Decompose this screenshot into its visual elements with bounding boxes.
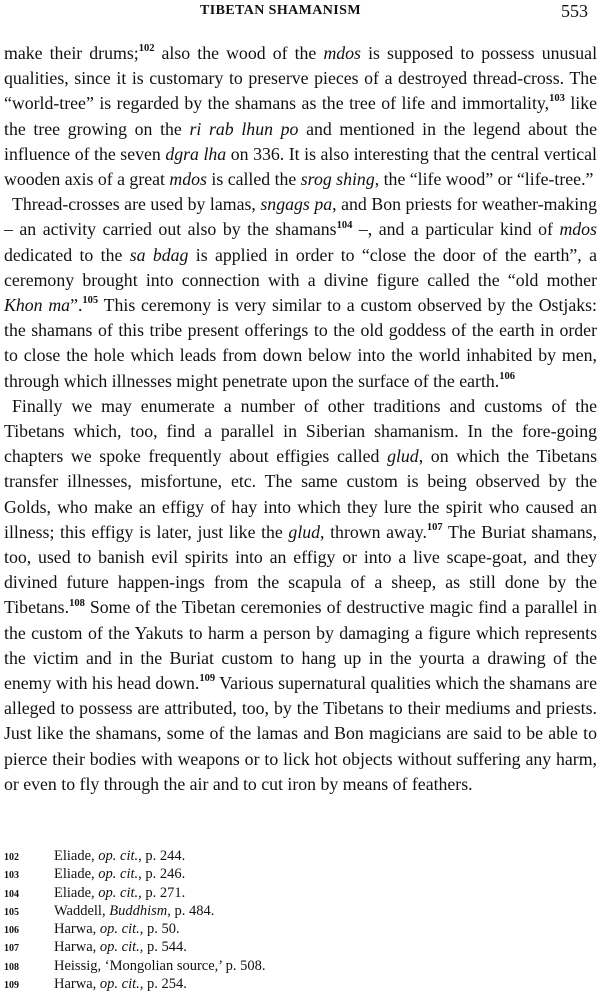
footnote-ref: 104	[336, 219, 353, 231]
italic-term: mdos	[323, 43, 361, 63]
italic-term: dgra lha	[165, 143, 227, 164]
text-run: , thrown away.	[320, 521, 427, 542]
italic-term: op. cit.	[99, 976, 140, 993]
italic-term: Khon ma	[4, 295, 71, 316]
footnote	[4, 976, 564, 994]
text-run: ”.	[70, 295, 83, 316]
running-head	[0, 0, 600, 26]
footnote	[4, 848, 564, 866]
paragraph	[4, 41, 597, 192]
italic-term: op. cit.	[98, 866, 139, 883]
text-run: Heissig, ‘Mongolian source,’ p. 508.	[54, 957, 266, 974]
text-run: , the “life wood” or “life-tree.”	[374, 169, 594, 190]
footnote-number: 105	[4, 906, 19, 918]
text-run: is called the	[206, 169, 301, 190]
text-run: , p. 244.	[138, 848, 186, 864]
text-run: , p. 50.	[139, 921, 180, 938]
italic-term: glud	[288, 521, 321, 542]
footnote-text	[54, 921, 564, 939]
footnote	[4, 958, 564, 976]
italic-term: op. cit.	[98, 848, 139, 864]
text-run: , p. 246.	[138, 866, 186, 883]
text-run: , and Bon priests for weather-making – an activity carried out also by the shamans	[4, 194, 597, 240]
footnote-number: 103	[4, 870, 19, 882]
text-run: on 336. It is also interesting that the central vertical wooden axis of a great	[4, 143, 597, 190]
text-run: dedicated to the	[4, 244, 130, 265]
text-run: Harwa,	[54, 921, 100, 938]
italic-term: op. cit.	[98, 884, 139, 901]
italic-term: sa bdag	[129, 244, 189, 265]
footnote-ref: 102	[138, 43, 155, 55]
footnote-ref: 107	[426, 521, 443, 533]
italic-term: srog shing	[300, 169, 375, 190]
footnote	[4, 939, 564, 957]
footnote-text	[54, 958, 564, 976]
footnote-text	[54, 976, 564, 994]
text-run: Eliade,	[54, 848, 99, 864]
italic-term: sngags pa	[260, 194, 333, 215]
footnote-ref: 106	[499, 370, 516, 382]
footnote-number: 102	[4, 852, 19, 863]
text-run: , on which the Tibetans transfer illnesses, misfortune, etc. The same custom is being observed by the Golds, who make an effigy of hay into which they lure the spirit who caused an illness; this effigy is later, just like the	[4, 446, 598, 542]
italic-term: ri rab lhun po	[189, 118, 299, 139]
footnote	[4, 903, 564, 921]
italic-term: op. cit.	[99, 939, 140, 956]
footnote	[4, 885, 564, 903]
text-run: Waddell,	[54, 902, 110, 919]
footnote-text	[54, 903, 564, 921]
italic-term: op. cit.	[99, 921, 140, 938]
footnotes	[4, 848, 564, 994]
text-run: Finally we may enumerate a number of other traditions and customs of the Tibetans which, too, find a parallel in Siberian shamanism. In the fore-going chapters we spoke frequently about effigies called	[4, 395, 597, 467]
text-run: , p. 271.	[138, 884, 186, 901]
footnote-number: 107	[4, 943, 19, 955]
text-run: –, and a particular kind of	[352, 219, 560, 240]
text-run: is supposed to possess unusual qualities, since it is customary to preserve pieces of a destroyed thread-cross. The “world-tree” is regarded by the shamans as the tree of life and immortality,	[4, 43, 598, 114]
text-run: Eliade,	[54, 884, 99, 901]
italic-term: glud	[387, 446, 419, 467]
footnote-number: 106	[4, 925, 19, 937]
page-number: 553	[561, 1, 588, 21]
italic-term: Buddhism	[109, 902, 168, 919]
text-run: Harwa,	[54, 976, 100, 993]
text-run: Harwa,	[54, 939, 100, 956]
paragraph	[4, 192, 597, 394]
text-run: is applied in order to “close the door of the earth”, a ceremony brought into connection with a divine figure called the “old mother	[4, 244, 597, 290]
footnote-number: 108	[4, 961, 19, 973]
text-run: , p. 544.	[139, 939, 187, 956]
footnote	[4, 866, 564, 884]
body-text	[4, 41, 597, 797]
text-run: like the tree growing on the	[4, 93, 598, 139]
text-run: and mentioned in the legend about the influence of the seven	[4, 118, 597, 164]
text-run: make their drums;	[4, 43, 139, 63]
footnote-number: 109	[4, 980, 19, 992]
footnote-ref: 109	[199, 673, 216, 685]
footnote-text	[54, 939, 564, 957]
footnote-ref: 108	[69, 597, 85, 609]
running-title: TIBETAN SHAMANISM	[200, 3, 361, 18]
text-run: Some of the Tibetan ceremonies of destructive magic find a parallel in the custom of the Yakuts to harm a person by damaging a figure which represents the victim and in the Buriat custom to hang up in the yourta a drawing of the enemy with his head down.	[4, 597, 597, 694]
footnote-ref: 105	[82, 295, 99, 307]
text-run: Thread-crosses are used by lamas,	[12, 194, 261, 215]
text-run: The Buriat shamans, too, used to banish evil spirits into an effigy or into a live scape-goat, and they divined future happen-ings from the scapula of a sheep, as still done by the Tibetans.	[4, 521, 597, 618]
footnote-text	[54, 866, 564, 884]
text-run: Eliade,	[54, 866, 99, 883]
text-run: , p. 484.	[167, 902, 215, 919]
footnote-text	[54, 885, 564, 903]
text-run: also the wood of the	[154, 43, 324, 63]
footnote-number: 104	[4, 888, 19, 900]
footnote-text	[54, 848, 564, 866]
footnote-ref: 103	[549, 93, 565, 105]
italic-term: mdos	[559, 219, 597, 240]
paragraph	[4, 394, 597, 797]
text-run: This ceremony is very similar to a custom observed by the Ostjaks: the shamans of this tribe present offerings to the old goddess of the earth in order to close the hole which leads from down below into the world inhabited by men, through which illnesses might penetrate upon the surface of the earth.	[4, 295, 597, 391]
italic-term: mdos	[169, 169, 207, 190]
footnote	[4, 921, 564, 939]
text-run: , p. 254.	[139, 976, 187, 993]
text-run: Various supernatural qualities which the shamans are alleged to possess are attributed, too, by the Tibetans to their mediums and priests. Just like the shamans, some of the lamas and Bon magicians are said to be able to pierce their bodies with weapons or to lick hot objects without suffering any harm, or even to fly through the air and to cut iron by means of feathers.	[4, 673, 597, 794]
